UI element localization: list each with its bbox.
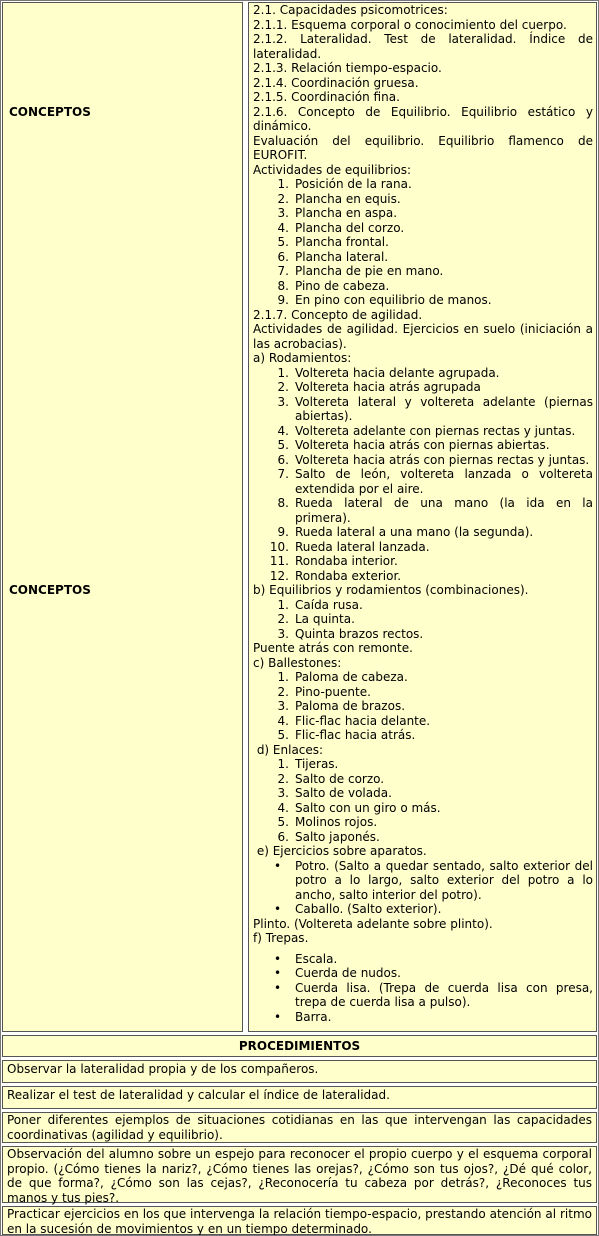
list-item: 3. Plancha en aspa. xyxy=(277,206,398,220)
list-item: 9. En pino con equilibrio de manos. xyxy=(277,293,492,307)
list-item: 5. Voltereta hacia atrás con piernas abiertas. xyxy=(277,438,550,452)
conceptos-content-cell xyxy=(248,2,597,1032)
concept-line: Actividades de agilidad. Ejercicios en suelo (iniciación a xyxy=(253,322,593,336)
concept-line: 2.1.7. Concepto de agilidad. xyxy=(253,307,423,322)
list-item: 3. Voltereta lateral y voltereta adelante (piernas abiertas). xyxy=(277,394,593,423)
list-item: 1. Caída rusa. xyxy=(277,597,363,612)
list-item: 7. Plancha de pie en mano. xyxy=(277,264,444,278)
list-item: 11. Rondaba interior. xyxy=(269,554,398,568)
list-item: 4. Salto con un giro o más. xyxy=(277,800,441,815)
list-item: 12. Rondaba exterior. xyxy=(269,568,402,583)
concept-line: 2.1.1. Esquema corporal o conocimiento del cuerpo. xyxy=(253,17,567,32)
list-item: 2. Pino-puente. xyxy=(277,684,371,699)
list-item: 4. Plancha del corzo. xyxy=(277,220,405,235)
concept-line: 2.1. Capacidades psicomotrices: xyxy=(253,3,448,17)
procedimiento-row: Observación del alumno sobre un espejo para reconocer el propio cuerpo y el esquema corporal propio. (¿Cómo tienes la nariz?, ¿Cómo tienes las orejas?, ¿Cómo son tus ojos?, ¿Dé qué color, de que forma?, ¿Cómo son las cejas?, ¿Reconocería tu cabeza por detrás?, ¿Reconoces tus manos y tus pies?. xyxy=(2,1146,597,1203)
concept-line: 2.1.2. Lateralidad. Test de lateralidad. Índice de xyxy=(253,32,593,46)
conceptos-label-top: CONCEPTOS xyxy=(9,105,91,119)
section-title: a) Rodamientos: xyxy=(253,351,352,365)
list-item: 8. Rueda lateral de una mano (la ida en la primera). xyxy=(277,496,593,525)
list-item: 1. Voltereta hacia delante agrupada. xyxy=(277,365,500,380)
bullet-item: • Escala. xyxy=(274,951,338,966)
list-item: 6. Voltereta hacia atrás con piernas rectas y juntas. xyxy=(277,452,590,467)
procedimiento-row: Observar la lateralidad propia y de los compañeros. xyxy=(2,1060,597,1083)
procedimiento-row: Practicar ejercicios en los que intervenga la relación tiempo-espacio, prestando atención al ritmo en la sucesión de movimientos y en un tiempo determinado. xyxy=(2,1206,597,1235)
list-item: 10. Rueda lateral lanzada. xyxy=(269,539,430,554)
list-item: 2. Voltereta hacia atrás agrupada xyxy=(277,380,481,394)
section-title: f) Trepas. xyxy=(253,931,309,945)
concept-line: 2.1.4. Coordinación gruesa. xyxy=(253,75,419,90)
list-item: 4. Voltereta adelante con piernas rectas y juntas. xyxy=(277,423,576,438)
procedimientos-header: PROCEDIMIENTOS xyxy=(2,1035,597,1057)
bullet-item: • Potro. (Salto a quedar sentado, salto exterior del potro a lo largo, salto exterior del potro a lo ancho, salto interior del potro). xyxy=(274,858,593,902)
list-item: 6. Plancha lateral. xyxy=(277,249,389,264)
list-item: 2. La quinta. xyxy=(277,612,355,626)
list-item: 3. Paloma de brazos. xyxy=(277,699,406,713)
list-item: 2. Plancha en equis. xyxy=(277,191,401,206)
concept-line: 2.1.5. Coordinación fina. xyxy=(253,90,400,104)
concept-line: Puente atrás con remonte. xyxy=(253,641,413,655)
list-item: 8. Pino de cabeza. xyxy=(277,278,390,293)
section-title: b) Equilibrios y rodamientos (combinaciones). xyxy=(253,583,529,597)
concept-line: Plinto. (Voltereta adelante sobre plinto). xyxy=(253,916,493,931)
concept-line: las acrobacias). xyxy=(253,336,347,351)
list-item: 1. Paloma de cabeza. xyxy=(277,670,408,684)
list-item: 3. Quinta brazos rectos. xyxy=(277,626,424,641)
bullet-item: • Cuerda lisa. (Trepa de cuerda lisa con presa, trepa de cuerda lisa a pulso). xyxy=(274,980,593,1009)
conceptos-row xyxy=(2,2,597,1032)
concept-line: 2.1.6. Concepto de Equilibrio. Equilibrio estático y xyxy=(253,104,593,119)
list-item: 9. Rueda lateral a una mano (la segunda). xyxy=(277,525,534,539)
list-item: 7. Salto de león, voltereta lanzada o voltereta extendida por el aire. xyxy=(277,467,593,496)
list-item: 5. Molinos rojos. xyxy=(277,815,378,829)
section-title: e) Ejercicios sobre aparatos. xyxy=(253,844,427,858)
procedimiento-row: Realizar el test de lateralidad y calcular el índice de lateralidad. xyxy=(2,1086,597,1109)
concept-line: dinámico. xyxy=(253,119,312,133)
list-item: 2. Salto de corzo. xyxy=(277,771,385,786)
concept-line: Actividades de equilibrios: xyxy=(253,162,412,177)
list-item: 4. Flic-flac hacia delante. xyxy=(277,713,431,728)
list-item: 5. Flic-flac hacia atrás. xyxy=(277,728,416,742)
list-item: 1. Tijeras. xyxy=(277,757,339,771)
section-title: d) Enlaces: xyxy=(253,742,324,757)
list-item: 6. Salto japonés. xyxy=(277,829,380,844)
list-item: 1. Posición de la rana. xyxy=(277,177,412,191)
bullet-item: • Cuerda de nudos. xyxy=(274,966,401,980)
concept-line: EUROFIT. xyxy=(253,148,308,162)
concept-line: lateralidad. xyxy=(253,46,322,61)
list-item: 5. Plancha frontal. xyxy=(277,235,389,249)
bullet-item: • Caballo. (Salto exterior). xyxy=(274,902,442,916)
bullet-item: • Barra. xyxy=(274,1009,332,1024)
conceptos-label-cell xyxy=(2,2,243,1032)
section-title: c) Ballestones: xyxy=(253,655,342,670)
list-item: 3. Salto de volada. xyxy=(277,786,392,800)
conceptos-label-middle: CONCEPTOS xyxy=(9,583,91,597)
procedimiento-row: Poner diferentes ejemplos de situaciones cotidianas en las que intervengan las capacidades coordinativas (agilidad y equilibrio). xyxy=(2,1112,597,1143)
concept-line: Evaluación del equilibrio. Equilibrio flamenco de xyxy=(253,133,593,148)
concept-line: 2.1.3. Relación tiempo-espacio. xyxy=(253,61,442,75)
